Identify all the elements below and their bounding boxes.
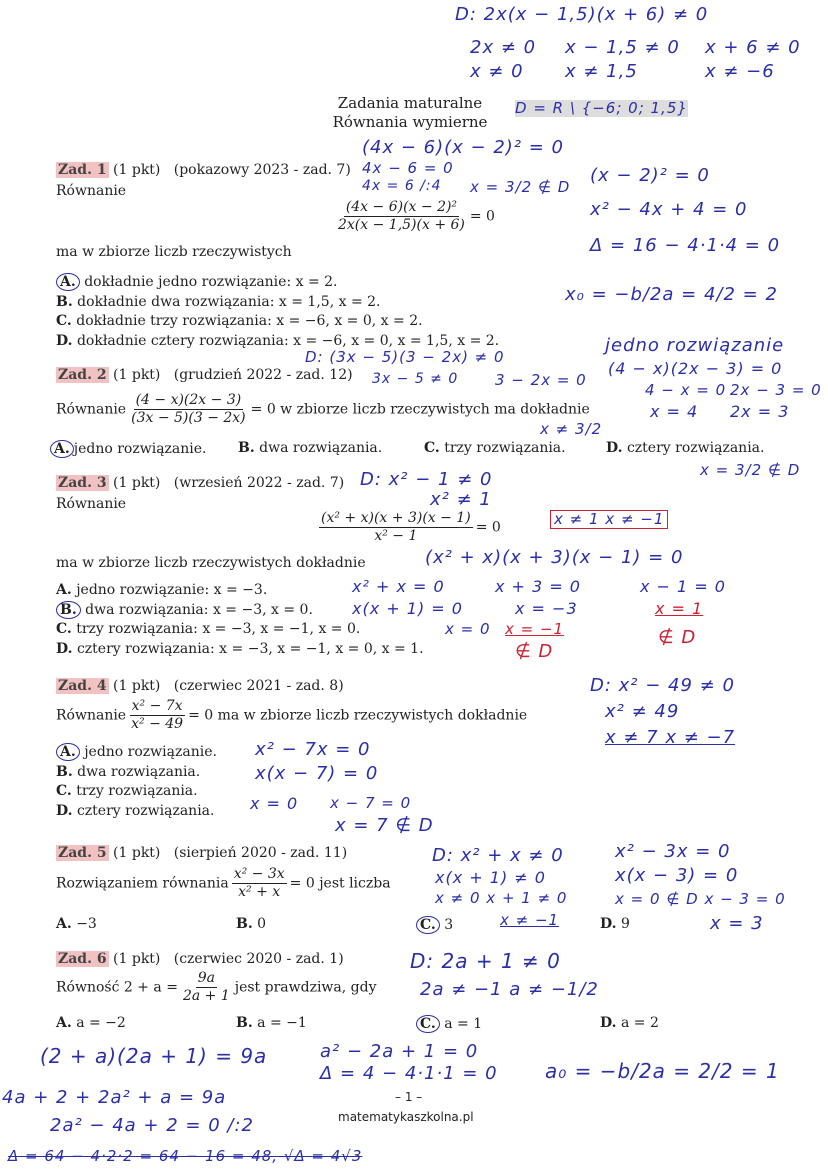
annotation: x ≠ 7 x ≠ −7 bbox=[605, 727, 736, 748]
option-text: dwa rozwiązania: x = −3, x = 0. bbox=[85, 601, 313, 618]
task-label: Zad. 3 bbox=[58, 475, 107, 491]
option-text: trzy rozwiązania: x = −3, x = −1, x = 0. bbox=[76, 621, 361, 637]
equals: = 0 jest liczba bbox=[289, 875, 391, 892]
annotation: ∉ D bbox=[658, 627, 697, 648]
option-c bbox=[56, 782, 217, 802]
annotation: D: (3x − 5)(3 − 2x) ≠ 0 bbox=[305, 348, 505, 366]
intro: Równanie bbox=[56, 401, 127, 418]
equals: jest prawdziwa, gdy bbox=[234, 979, 377, 996]
task-2-equation bbox=[56, 392, 590, 427]
option-letter: A. bbox=[56, 743, 80, 761]
task-3-equation bbox=[316, 510, 501, 545]
numerator: 9a bbox=[197, 970, 215, 986]
annotation: x ≠ −1 bbox=[500, 911, 560, 929]
numerator: (4 − x)(2x − 3) bbox=[135, 392, 242, 408]
annotation: (4x − 6)(x − 2)² = 0 bbox=[362, 137, 564, 158]
numerator: x² − 7x bbox=[131, 698, 183, 714]
option-text: 0 bbox=[257, 916, 267, 932]
option-letter: C. bbox=[424, 440, 440, 456]
option-text: dokładnie jedno rozwiązanie: x = 2. bbox=[84, 274, 338, 290]
task-1-header bbox=[56, 162, 351, 178]
option-b bbox=[238, 440, 424, 458]
annotation: x − 1 = 0 bbox=[640, 577, 726, 596]
option-c bbox=[56, 620, 424, 640]
option-letter: C. bbox=[56, 783, 72, 799]
annotation: x(x − 7) = 0 bbox=[255, 763, 379, 784]
annotation: x ≠ 3/2 bbox=[540, 420, 603, 438]
annotation: x = 0 ∉ D x − 3 = 0 bbox=[615, 890, 786, 908]
annotation: 4 − x = 0 bbox=[645, 381, 727, 399]
denominator: 2x(x − 1,5)(x + 6) bbox=[338, 217, 465, 233]
page-number: – 1 – bbox=[395, 1090, 423, 1104]
task-source: (grudzień 2022 - zad. 12) bbox=[173, 367, 353, 383]
annotation: x = −3 bbox=[515, 599, 578, 618]
site-footer: matematykaszkolna.pl bbox=[338, 1110, 474, 1124]
option-text: trzy rozwiązania. bbox=[76, 783, 198, 799]
option-letter: C. bbox=[416, 916, 440, 934]
annotation: D: 2x(x − 1,5)(x + 6) ≠ 0 bbox=[455, 4, 709, 25]
option-text: dwa rozwiązania. bbox=[259, 440, 383, 456]
option-c bbox=[424, 440, 606, 458]
annotation: 4x − 6 = 0 bbox=[362, 159, 454, 177]
annotation: x ≠ 1,5 bbox=[565, 61, 638, 82]
task-5-header bbox=[56, 845, 347, 861]
task-label: Zad. 6 bbox=[58, 951, 107, 967]
option-text: a = −2 bbox=[76, 1015, 126, 1031]
annotation: x ≠ −6 bbox=[705, 61, 775, 82]
option-letter: B. bbox=[236, 1015, 253, 1031]
numerator: (x² + x)(x + 3)(x − 1) bbox=[321, 510, 471, 526]
option-text: a = −1 bbox=[257, 1015, 307, 1031]
equals: = 0 ma w zbiorze liczb rzeczywistych dokładnie bbox=[188, 707, 528, 724]
intro: Równanie bbox=[56, 707, 127, 724]
option-text: trzy rozwiązania. bbox=[444, 440, 566, 456]
task-label: Zad. 2 bbox=[58, 367, 107, 383]
annotation: (x − 2)² = 0 bbox=[590, 165, 710, 186]
annotation: x(x + 1) ≠ 0 bbox=[435, 868, 546, 887]
option-a bbox=[56, 916, 236, 934]
task-source: (sierpień 2020 - zad. 11) bbox=[173, 845, 348, 861]
annotation: Δ = 4 − 4·1·1 = 0 bbox=[320, 1063, 498, 1084]
task-6-equation bbox=[56, 970, 377, 1005]
task-source: (czerwiec 2021 - zad. 8) bbox=[173, 678, 344, 694]
page-subtitle: Równania wymierne bbox=[332, 113, 488, 131]
annotation: 4x = 6 /:4 bbox=[362, 178, 442, 194]
option-a bbox=[56, 1015, 236, 1033]
annotation: D: 2a + 1 ≠ 0 bbox=[410, 949, 561, 973]
annotation: x = 0 bbox=[445, 620, 491, 638]
option-letter: A. bbox=[56, 273, 80, 291]
denominator: x² − 1 bbox=[374, 528, 418, 544]
annotation: (x² + x)(x + 3)(x − 1) = 0 bbox=[425, 547, 684, 568]
option-letter: C. bbox=[56, 313, 72, 329]
annotation: x = 3/2 ∉ D bbox=[470, 178, 571, 196]
option-letter: D. bbox=[600, 916, 617, 932]
annotation: D: x² − 1 ≠ 0 bbox=[360, 469, 493, 490]
annotation: x = 1 bbox=[655, 599, 704, 618]
annotation: x ≠ 0 bbox=[470, 61, 524, 82]
annotation: x ≠ 0 x + 1 ≠ 0 bbox=[435, 889, 568, 907]
option-text: a = 1 bbox=[444, 1016, 483, 1032]
option-c bbox=[416, 1015, 600, 1033]
task-3-header bbox=[56, 475, 344, 491]
task-1-equation bbox=[333, 199, 495, 234]
option-letter: A. bbox=[50, 440, 74, 458]
task-label: Zad. 4 bbox=[58, 678, 107, 694]
task-points: (1 pkt) bbox=[113, 678, 161, 694]
option-letter: D. bbox=[56, 802, 73, 819]
option-letter: C. bbox=[416, 1015, 440, 1033]
option-letter: B. bbox=[56, 293, 73, 310]
annotation: x² + x = 0 bbox=[352, 577, 445, 596]
task-3-intro: Równanie bbox=[56, 496, 127, 512]
annotation: x − 1,5 ≠ 0 bbox=[565, 37, 680, 58]
annotation: ∉ D bbox=[515, 641, 554, 662]
numerator: (4x − 6)(x − 2)² bbox=[345, 199, 458, 215]
annotation: x² − 7x = 0 bbox=[255, 739, 371, 760]
option-b bbox=[56, 293, 499, 313]
annotation: 4a + 2 + 2a² + a = 9a bbox=[2, 1087, 227, 1108]
option-text: dokładnie cztery rozwiązania: x = −6, x = 0, x = 1,5, x = 2. bbox=[76, 332, 500, 349]
annotation: a² − 2a + 1 = 0 bbox=[320, 1041, 479, 1062]
option-a bbox=[50, 440, 238, 458]
annotation: a₀ = −b/2a = 2/2 = 1 bbox=[545, 1059, 780, 1083]
annotation: x(x + 1) = 0 bbox=[352, 599, 463, 618]
option-b bbox=[56, 763, 217, 783]
equals: = 0 bbox=[475, 519, 501, 536]
intro: Równość 2 + a = bbox=[56, 979, 178, 996]
annotation: x + 3 = 0 bbox=[495, 577, 581, 596]
option-d bbox=[600, 1015, 659, 1033]
annotation: 2a ≠ −1 a ≠ −1/2 bbox=[420, 979, 599, 1000]
task-label: Zad. 1 bbox=[58, 162, 107, 178]
annotation: D: x² + x ≠ 0 bbox=[432, 845, 564, 866]
option-b bbox=[236, 1015, 416, 1033]
task-points: (1 pkt) bbox=[113, 951, 161, 967]
option-a bbox=[56, 743, 217, 763]
option-c bbox=[56, 312, 499, 332]
annotation: 2x ≠ 0 bbox=[470, 37, 537, 58]
denominator: x² − 49 bbox=[131, 716, 184, 732]
option-text: a = 2 bbox=[620, 1015, 659, 1031]
option-letter: D. bbox=[56, 332, 73, 349]
annotation: 3 − 2x = 0 bbox=[495, 371, 587, 389]
page-title: Zadania maturalne bbox=[337, 94, 483, 112]
annotation: (2 + a)(2a + 1) = 9a bbox=[40, 1044, 268, 1068]
annotation: 2x − 3 = 0 bbox=[730, 381, 822, 399]
task-6-header bbox=[56, 951, 344, 967]
option-text: cztery rozwiązania. bbox=[626, 440, 765, 456]
option-a bbox=[56, 273, 499, 293]
option-letter: B. bbox=[56, 601, 81, 619]
task-1-options bbox=[56, 273, 499, 351]
task-3-after: ma w zbiorze liczb rzeczywistych dokładnie bbox=[56, 555, 366, 571]
task-1-intro: Równanie bbox=[56, 183, 127, 199]
annotation: 2x = 3 bbox=[730, 402, 790, 421]
task-5-options bbox=[56, 913, 776, 934]
denominator: x² + x bbox=[238, 884, 281, 900]
option-letter: B. bbox=[238, 440, 255, 456]
annotation: x² ≠ 49 bbox=[605, 701, 680, 722]
task-4-equation bbox=[56, 698, 527, 733]
task-points: (1 pkt) bbox=[113, 475, 161, 491]
annotation: x₀ = −b/2a = 4/2 = 2 bbox=[565, 284, 778, 305]
task-points: (1 pkt) bbox=[113, 845, 161, 861]
option-d bbox=[606, 440, 764, 458]
option-letter: B. bbox=[236, 916, 253, 932]
annotation: x ≠ 1 x ≠ −1 bbox=[550, 510, 668, 529]
annotation: Δ = 16 − 4·1·4 = 0 bbox=[590, 235, 781, 256]
denominator: (3x − 5)(3 − 2x) bbox=[131, 410, 246, 426]
option-letter: D. bbox=[600, 1015, 617, 1031]
option-text: −3 bbox=[76, 916, 97, 932]
option-d bbox=[56, 802, 217, 822]
option-text: dwa rozwiązania. bbox=[77, 763, 201, 780]
annotation: x + 6 ≠ 0 bbox=[705, 37, 801, 58]
annotation: x = 7 ∉ D bbox=[335, 815, 434, 836]
annotation: x − 7 = 0 bbox=[330, 794, 412, 812]
annotation: (4 − x)(2x − 3) = 0 bbox=[608, 359, 783, 378]
task-2-header bbox=[56, 367, 353, 383]
annotation: x = 4 bbox=[650, 402, 699, 421]
task-4-header bbox=[56, 678, 344, 694]
task-label: Zad. 5 bbox=[58, 845, 107, 861]
option-text: dokładnie dwa rozwiązania: x = 1,5, x = 2. bbox=[77, 293, 381, 310]
annotation: jedno rozwiązanie bbox=[605, 335, 785, 356]
equals: = 0 bbox=[469, 208, 495, 225]
task-1-after: ma w zbiorze liczb rzeczywistych bbox=[56, 244, 292, 260]
numerator: x² − 3x bbox=[233, 866, 285, 882]
annotation: x = 3/2 ∉ D bbox=[700, 461, 801, 479]
denominator: 2a + 1 bbox=[182, 988, 230, 1004]
task-source: (czerwiec 2020 - zad. 1) bbox=[173, 951, 344, 967]
option-text: 3 bbox=[444, 917, 454, 933]
task-source: (wrzesień 2022 - zad. 7) bbox=[173, 475, 345, 491]
option-text: cztery rozwiązania. bbox=[76, 802, 215, 819]
option-d bbox=[56, 640, 424, 660]
task-5-equation bbox=[56, 866, 391, 901]
task-points: (1 pkt) bbox=[113, 367, 161, 383]
annotation: Δ = 64 − 4·2·2 = 64 − 16 = 48, √Δ = 4√3 bbox=[8, 1147, 363, 1165]
annotation: x = −1 bbox=[505, 620, 565, 638]
option-text: cztery rozwiązania: x = −3, x = −1, x = 0, x = 1. bbox=[76, 640, 424, 657]
annotation: D: x² − 49 ≠ 0 bbox=[590, 675, 735, 696]
annotation: x = 3 bbox=[710, 913, 764, 934]
option-text: jedno rozwiązanie. bbox=[73, 441, 207, 457]
task-6-options bbox=[56, 1015, 776, 1033]
task-4-options bbox=[56, 743, 217, 821]
task-source: (pokazowy 2023 - zad. 7) bbox=[173, 162, 351, 178]
equals: = 0 w zbiorze liczb rzeczywistych ma dokładnie bbox=[250, 401, 590, 418]
annotation: 2a² − 4a + 2 = 0 /:2 bbox=[50, 1115, 254, 1136]
task-points: (1 pkt) bbox=[113, 162, 161, 178]
annotation: x² ≠ 1 bbox=[430, 489, 492, 510]
option-letter: D. bbox=[56, 640, 73, 657]
annotation: x = 0 bbox=[250, 794, 299, 813]
annotation: x(x − 3) = 0 bbox=[615, 865, 739, 886]
annotation: 3x − 5 ≠ 0 bbox=[372, 371, 459, 387]
option-text: jedno rozwiązanie: x = −3. bbox=[76, 582, 268, 598]
intro: Rozwiązaniem równania bbox=[56, 875, 229, 892]
annotation: x² − 4x + 4 = 0 bbox=[590, 199, 748, 220]
option-letter: D. bbox=[606, 440, 623, 456]
option-text: 9 bbox=[620, 916, 630, 932]
option-letter: A. bbox=[56, 1015, 72, 1031]
annotation: D = R \ {−6; 0; 1,5} bbox=[515, 99, 688, 117]
option-d bbox=[600, 916, 630, 934]
option-letter: B. bbox=[56, 763, 73, 780]
option-letter: A. bbox=[56, 582, 72, 598]
option-b bbox=[236, 916, 416, 934]
task-2-options bbox=[50, 440, 770, 458]
annotation: x² − 3x = 0 bbox=[615, 841, 731, 862]
option-text: jedno rozwiązanie. bbox=[84, 744, 217, 760]
option-text: dokładnie trzy rozwiązania: x = −6, x = 0, x = 2. bbox=[76, 313, 423, 329]
option-letter: C. bbox=[56, 621, 72, 637]
option-letter: A. bbox=[56, 916, 72, 932]
